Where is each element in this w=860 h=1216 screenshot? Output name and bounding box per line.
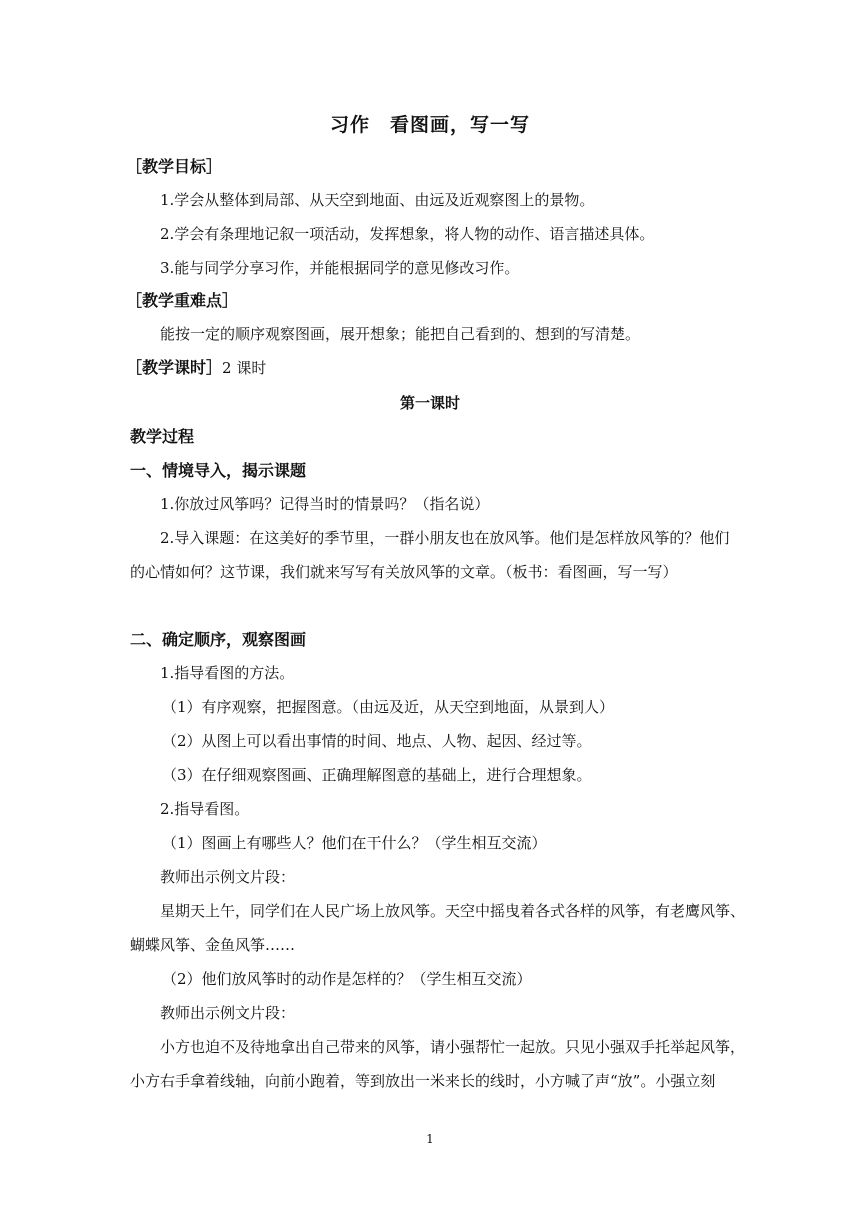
example-paragraph: 星期天上午，同学们在人民广场上放风筝。天空中摇曳着各式各样的风筝，有老鹰风筝、 bbox=[160, 902, 746, 920]
teacher-note: 教师出示例文片段： bbox=[160, 1004, 296, 1022]
objective-item: 1.学会从整体到局部、从天空到地面、由远及近观察图上的景物。 bbox=[160, 191, 595, 209]
key-points-text: 能按一定的顺序观察图画，展开想象；能把自己看到的、想到的写清楚。 bbox=[160, 325, 641, 343]
section2-heading: 二、确定顺序，观察图画 bbox=[130, 630, 307, 649]
example-paragraph-cont: 小方右手拿着线轴，向前小跑着，等到放出一米来长的线时，小方喊了声“放”。小强立刻 bbox=[130, 1072, 716, 1090]
process-heading: 教学过程 bbox=[130, 427, 195, 446]
example-paragraph: 小方也迫不及待地拿出自己带来的风筝，请小强帮忙一起放。只见小强双手托举起风筝， bbox=[160, 1038, 746, 1056]
objectives-heading: ［教学目标］ bbox=[126, 157, 223, 176]
method-item: （3）在仔细观察图画、正确理解图意的基础上，进行合理想象。 bbox=[162, 766, 592, 784]
periods-line bbox=[126, 357, 266, 379]
section1-heading: 一、情境导入，揭示课题 bbox=[130, 461, 307, 480]
section2-paragraph: 2.指导看图。 bbox=[160, 800, 250, 818]
periods-heading: ［教学课时］ bbox=[126, 358, 223, 377]
section1-paragraph-cont: 的心情如何？这节课，我们就来写写有关放风筝的文章。（板书：看图画，写一写） bbox=[130, 563, 678, 581]
section1-paragraph: 2.导入课题：在这美好的季节里，一群小朋友也在放风筝。他们是怎样放风筝的？他们 bbox=[160, 529, 730, 547]
method-item: （1）有序观察，把握图意。（由远及近，从天空到地面，从景到人） bbox=[162, 698, 615, 716]
document-title: 习作 看图画，写一写 bbox=[329, 114, 530, 136]
question-item: （2）他们放风筝时的动作是怎样的？（学生相互交流） bbox=[162, 970, 532, 988]
teacher-note: 教师出示例文片段： bbox=[160, 868, 296, 886]
example-paragraph-cont: 蝴蝶风筝、金鱼风筝…… bbox=[130, 936, 296, 954]
method-item: （2）从图上可以看出事情的时间、地点、人物、起因、经过等。 bbox=[162, 732, 592, 750]
question-item: （1）图画上有哪些人？他们在干什么？（学生相互交流） bbox=[162, 834, 547, 852]
lesson-heading: 第一课时 bbox=[399, 394, 460, 412]
key-points-heading: ［教学重难点］ bbox=[126, 291, 239, 310]
section1-paragraph: 1.你放过风筝吗？记得当时的情景吗？（指名说） bbox=[160, 495, 490, 513]
objective-item: 3.能与同学分享习作，并能根据同学的意见修改习作。 bbox=[160, 259, 520, 277]
page-number: 1 bbox=[426, 1132, 434, 1146]
objective-item: 2.学会有条理地记叙一项活动，发挥想象，将人物的动作、语言描述具体。 bbox=[160, 225, 655, 243]
periods-value: 2 课时 bbox=[222, 359, 267, 377]
section2-paragraph: 1.指导看图的方法。 bbox=[160, 664, 295, 682]
